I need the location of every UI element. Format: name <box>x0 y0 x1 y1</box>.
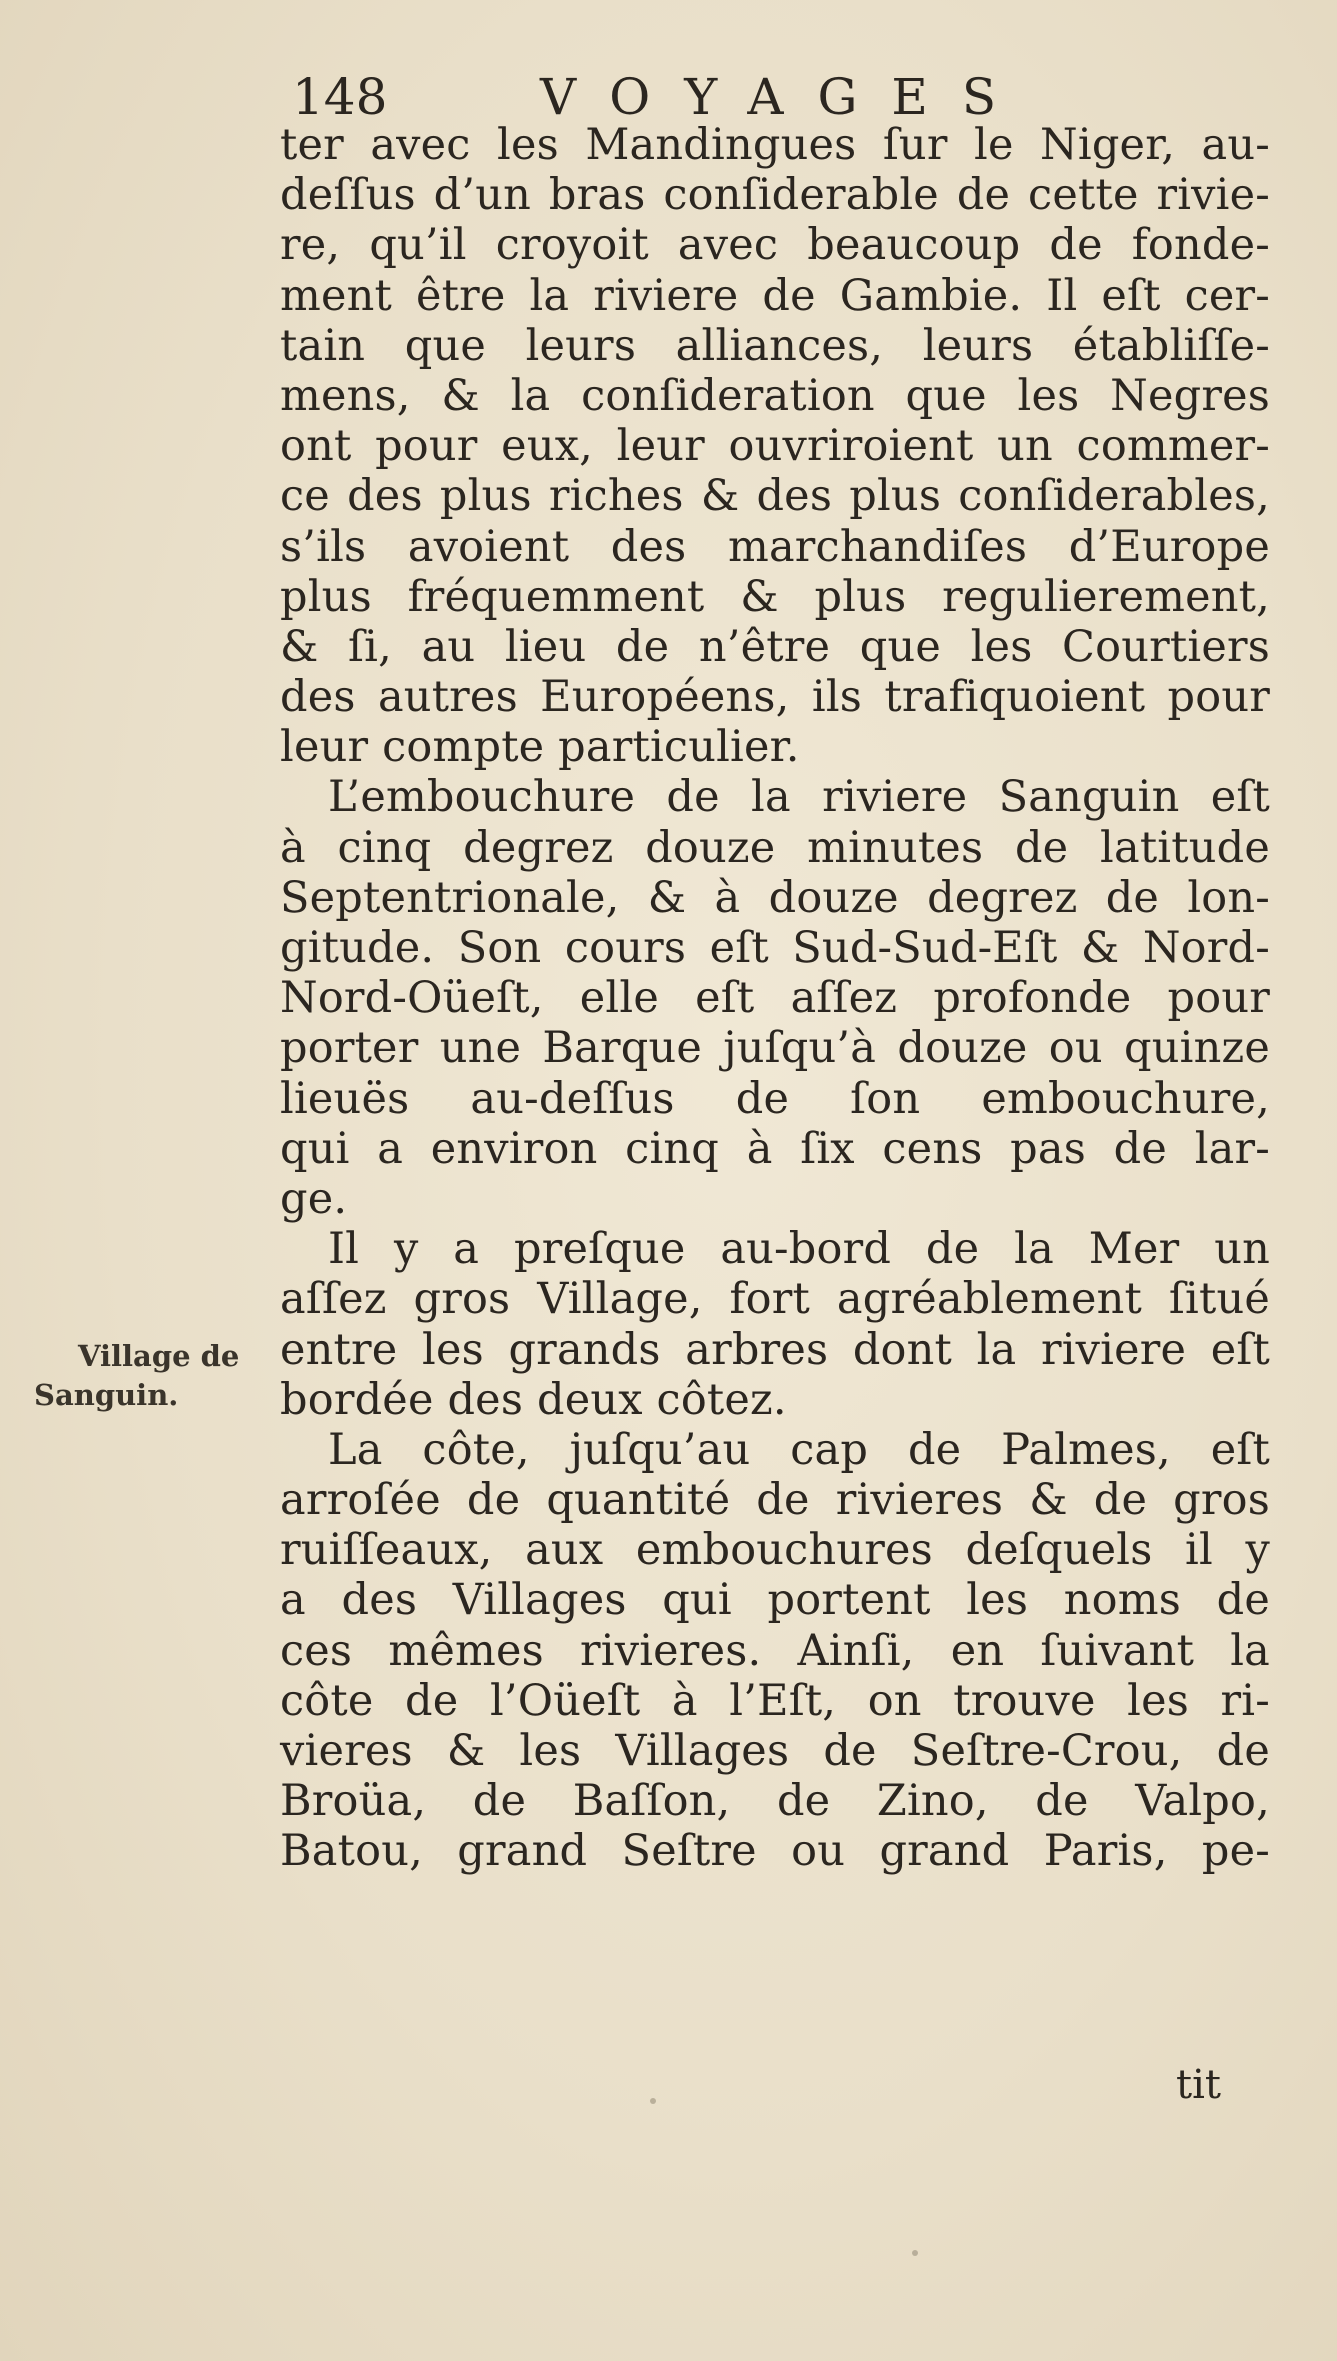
text-line: deſſus d’un bras conſiderable de cette rivie- <box>280 170 1270 221</box>
paper-speck <box>650 2098 656 2104</box>
text-line: porter une Barque juſqu’à douze ou quinze <box>280 1023 1270 1074</box>
text-line: qui a environ cinq à ſix cens pas de lar- <box>280 1123 1270 1174</box>
text-line: ruiſſeaux, aux embouchures deſquels il y <box>280 1525 1270 1576</box>
body-text <box>280 120 1270 1877</box>
text-line: ge. <box>280 1173 348 1224</box>
margin-note-line-2: Sanguin. <box>34 1378 179 1412</box>
text-line: à cinq degrez douze minutes de latitude <box>280 822 1270 873</box>
text-line: ces mêmes rivieres. Ainſi, en ſuivant la <box>280 1625 1270 1676</box>
text-line: vieres & les Villages de Seſtre-Crou, de <box>280 1726 1270 1776</box>
text-line: lieuës au-deſſus de ſon embouchure, <box>280 1073 1270 1124</box>
text-line: re, qu’il croyoit avec beaucoup de fonde- <box>280 220 1270 271</box>
margin-note-line-1: Village de <box>78 1339 240 1373</box>
text-line: entre les grands arbres dont la riviere eſt <box>280 1324 1270 1375</box>
text-line: gitude. Son cours eſt Sud-Sud-Eſt & Nord- <box>280 923 1270 973</box>
text-line: Broüa, de Baſſon, de Zino, de Valpo, <box>280 1776 1270 1827</box>
running-title: VOYAGES <box>540 68 1031 126</box>
catchword: tit <box>1176 2062 1221 2108</box>
paragraph-start-line: Il y a preſque au-bord de la Mer un <box>328 1224 1270 1275</box>
text-line: bordée des deux côtez. <box>280 1374 787 1425</box>
text-line: plus fréquemment & plus regulierement, <box>280 571 1270 622</box>
text-line: & ſi, au lieu de n’être que les Courtiers <box>280 621 1270 672</box>
text-line: ter avec les Mandingues ſur le Niger, au- <box>280 120 1270 170</box>
text-line: côte de l’Oüeſt à l’Eſt, on trouve les ri- <box>280 1675 1270 1726</box>
paragraph-start-line: La côte, juſqu’au cap de Palmes, eſt <box>328 1424 1270 1475</box>
text-line: Septentrionale, & à douze degrez de lon- <box>280 872 1270 923</box>
text-line: a des Villages qui portent les noms de <box>280 1575 1270 1626</box>
text-line: ment être la riviere de Gambie. Il eſt cer- <box>280 270 1270 321</box>
text-line: ce des plus riches & des plus conſiderables, <box>280 471 1270 522</box>
text-line: aſſez gros Village, fort agréablement ſitué <box>280 1274 1270 1325</box>
text-line: tain que leurs alliances, leurs établiſſe- <box>280 320 1270 371</box>
text-line: mens, & la conſideration que les Negres <box>280 370 1270 421</box>
text-line: arroſée de quantité de rivieres & de gros <box>280 1475 1270 1526</box>
text-line: des autres Européens, ils trafiquoient pour <box>280 672 1270 723</box>
text-line: Nord-Oüeſt, elle eſt aſſez profonde pour <box>280 973 1270 1024</box>
page-number: 148 <box>292 68 388 126</box>
text-line: s’ils avoient des marchandiſes d’Europe <box>280 521 1270 572</box>
text-line: Batou, grand Seſtre ou grand Paris, pe- <box>280 1826 1270 1877</box>
paragraph-start-line: L’embouchure de la riviere Sanguin eſt <box>328 772 1270 823</box>
text-line: ont pour eux, leur ouvriroient un commer- <box>280 421 1270 472</box>
paper-speck <box>912 2250 918 2256</box>
text-line: leur compte particulier. <box>280 722 800 773</box>
